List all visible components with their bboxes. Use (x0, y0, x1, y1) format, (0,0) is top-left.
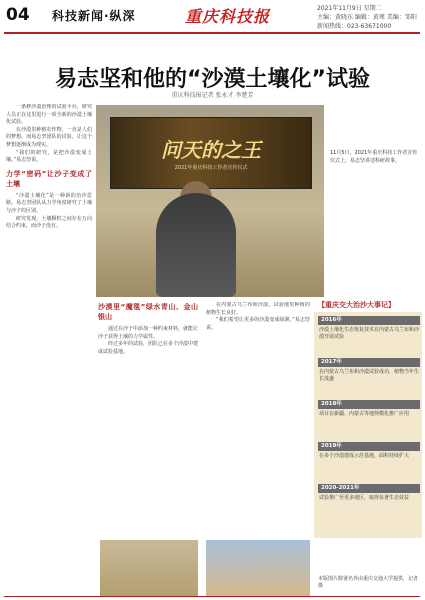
field-photo-left (100, 540, 198, 596)
col3-para-2: 经过多年的试验，团队已在多个沙漠中建成试验基地。 (98, 341, 198, 355)
timeline-year: 2016年 (318, 316, 420, 325)
stage-screen (110, 117, 312, 189)
sidebar-title: 【重庆交大治沙大事记】 (318, 301, 395, 309)
feature-photo (96, 105, 324, 297)
photo-credit: 本版图片除署名外由重庆交通大学提供，记者摄 (318, 576, 419, 589)
stage-screen-subtitle: 2021年重庆科技工作者宣传仪式 (174, 165, 248, 171)
timeline-text: 在内蒙古乌兰布和沙漠试验成功，植物当年生长茂盛 (319, 369, 420, 383)
timeline-year: 2018年 (318, 400, 420, 409)
field-photo-right (206, 540, 310, 596)
timeline-text: 试验推广至更多地区，取得显著生态效益 (319, 495, 410, 501)
editor-credits: 主编：黄晓东 编辑：黄瑾 美编：邹阳 (317, 14, 417, 21)
col4-para-1: 在内蒙古乌兰布和沙漠，试验地里种植的植物生长良好。 (206, 302, 310, 316)
col2-para-1: “沙漠土壤化”是一种新的治沙思路。易志坚团队从力学角度研究了土壤与沙子的区别。 (6, 192, 92, 214)
article-byline: 重庆科技报记者 张永才 李楚芳 (171, 92, 254, 99)
photo-caption: 11月5日，2021年重庆科技工作者宣传仪式上，易志坚讲述科研故事。 (330, 150, 418, 164)
page-number: 04 (6, 5, 30, 25)
top-rule (4, 32, 420, 34)
col1-para-2: 在沙漠里种植农作物，一直是人们的梦想。而易志坚团队的试验，让这个梦想逐渐成为现实。 (6, 126, 92, 148)
subhead-1: 力学“密码”让沙子变成了土壤 (6, 169, 92, 188)
timeline-sidebar (314, 312, 422, 538)
article-headline: 易志坚和他的“沙漠土壤化”试验 (55, 67, 370, 92)
col1-para-3: “我们的研究，是把沙漠变成土壤。”易志坚说。 (6, 149, 92, 164)
timeline-year: 2020-2021年 (318, 484, 420, 493)
col2-para-2: 研究发现，土壤颗粒之间存在万向结合约束，而沙子没有。 (6, 215, 92, 230)
timeline-year: 2019年 (318, 442, 420, 451)
col4-para-2: “我们希望让更多的沙漠变成绿洲。”易志坚说。 (206, 317, 310, 331)
stage-screen-title: 问天的之王 (161, 138, 261, 162)
news-hotline: 新闻热线：023-63671000 (317, 23, 392, 30)
timeline-text: 项目在新疆、内蒙古等地规模化推广应用 (319, 411, 410, 417)
issue-date: 2021年11月9日 星期二 (317, 5, 382, 12)
timeline-year: 2017年 (318, 358, 420, 367)
speaker-figure (156, 193, 236, 297)
article-column-1 (6, 104, 92, 584)
article-column-3 (206, 302, 310, 534)
section-title: 科技新闻·纵深 (52, 9, 136, 23)
col1-para-1: 一条修沙漠治理的试验平台，研究人员正在这里进行一项全新的沙漠土壤化试验。 (6, 104, 92, 126)
article-column-2 (98, 302, 198, 534)
col3-para-1: 通过在沙子中添加一种约束材料，就能让沙子获得土壤的力学属性。 (98, 326, 198, 340)
subhead-2: 沙漠里“魔毯”绿水青山、金山银山 (98, 303, 198, 321)
bottom-rule (4, 596, 420, 597)
timeline-text: 沙漠土壤化生态恢复技术在内蒙古乌兰布和沙漠开展试验 (319, 327, 420, 341)
paper-name-logo: 重庆科技报 (185, 7, 271, 26)
timeline-text: 在多个沙漠建成示范基地，面积持续扩大 (319, 453, 410, 459)
